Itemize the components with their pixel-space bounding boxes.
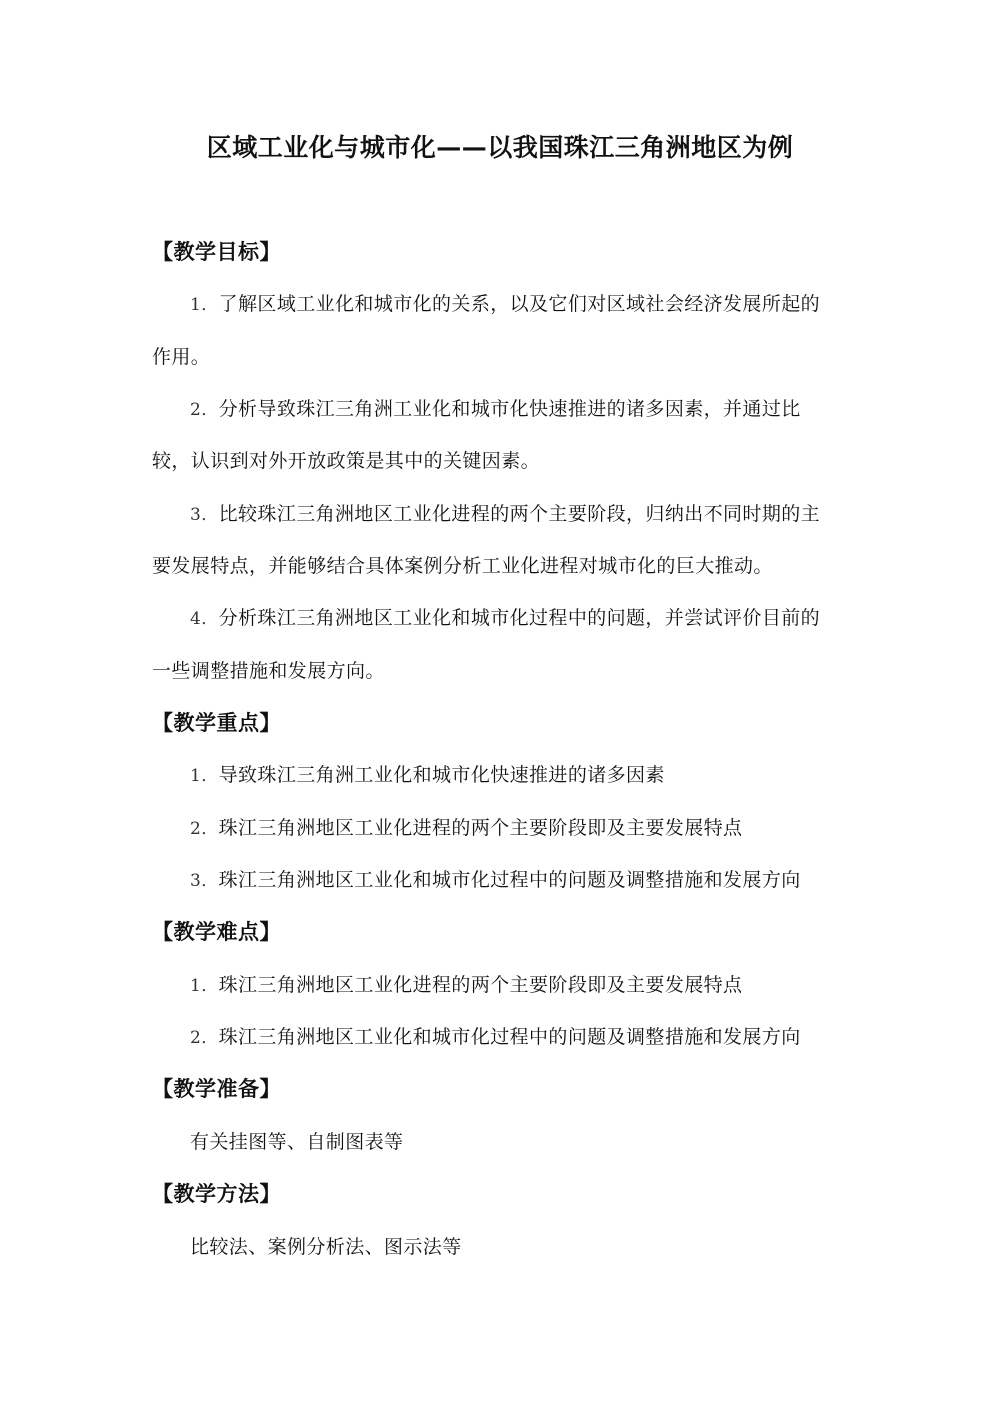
section-heading-objectives: 【教学目标】 — [152, 240, 281, 264]
list-text: 导致珠江三角洲工业化和城市化快速推进的诸多因素 — [218, 764, 665, 786]
key-point-2 — [190, 813, 742, 844]
list-number: 3． — [190, 505, 219, 525]
section-heading-difficulties: 【教学难点】 — [152, 920, 281, 944]
objective-4-line-2: 一些调整措施和发展方向。 — [152, 660, 385, 682]
objective-2-line-2: 较，认识到对外开放政策是其中的关键因素。 — [152, 450, 541, 472]
list-text: 了解区域工业化和城市化的关系，以及它们对区域社会经济发展所起的 — [218, 293, 821, 315]
list-text: 分析导致珠江三角洲工业化和城市化快速推进的诸多因素，并通过比 — [218, 398, 801, 420]
objective-1-line-2: 作用。 — [152, 346, 211, 368]
list-number: 2． — [190, 819, 219, 839]
list-number: 1． — [190, 976, 219, 996]
list-text: 珠江三角洲地区工业化进程的两个主要阶段即及主要发展特点 — [218, 817, 743, 839]
difficulty-2 — [190, 1022, 801, 1053]
section-heading-methods: 【教学方法】 — [152, 1182, 281, 1206]
section-heading-preparation: 【教学准备】 — [152, 1077, 281, 1101]
objective-4-line-1 — [190, 603, 820, 634]
objective-2-line-1 — [190, 394, 801, 425]
list-text: 珠江三角洲地区工业化和城市化过程中的问题及调整措施和发展方向 — [218, 1026, 801, 1048]
list-number: 1． — [190, 766, 219, 786]
document-title: 区域工业化与城市化——以我国珠江三角洲地区为例 — [206, 133, 794, 162]
list-number: 4． — [190, 609, 219, 629]
list-text: 珠江三角洲地区工业化和城市化过程中的问题及调整措施和发展方向 — [218, 869, 801, 891]
objective-1-line-1 — [190, 289, 820, 320]
list-number: 2． — [190, 1028, 219, 1048]
list-number: 1． — [190, 295, 219, 315]
list-text: 珠江三角洲地区工业化进程的两个主要阶段即及主要发展特点 — [218, 974, 743, 996]
difficulty-1 — [190, 970, 742, 1001]
objective-3-line-1 — [190, 499, 820, 530]
list-text: 比较珠江三角洲地区工业化进程的两个主要阶段，归纳出不同时期的主 — [218, 503, 821, 525]
key-point-3 — [190, 865, 801, 896]
list-text: 分析珠江三角洲地区工业化和城市化过程中的问题，并尝试评价目前的 — [218, 607, 821, 629]
objective-3-line-2: 要发展特点，并能够结合具体案例分析工业化进程对城市化的巨大推动。 — [152, 555, 773, 577]
preparation-text: 有关挂图等、自制图表等 — [190, 1131, 404, 1153]
list-number: 3． — [190, 871, 219, 891]
methods-text: 比较法、案例分析法、图示法等 — [190, 1236, 462, 1258]
list-number: 2． — [190, 400, 219, 420]
section-heading-key-points: 【教学重点】 — [152, 711, 281, 735]
key-point-1 — [190, 760, 665, 791]
